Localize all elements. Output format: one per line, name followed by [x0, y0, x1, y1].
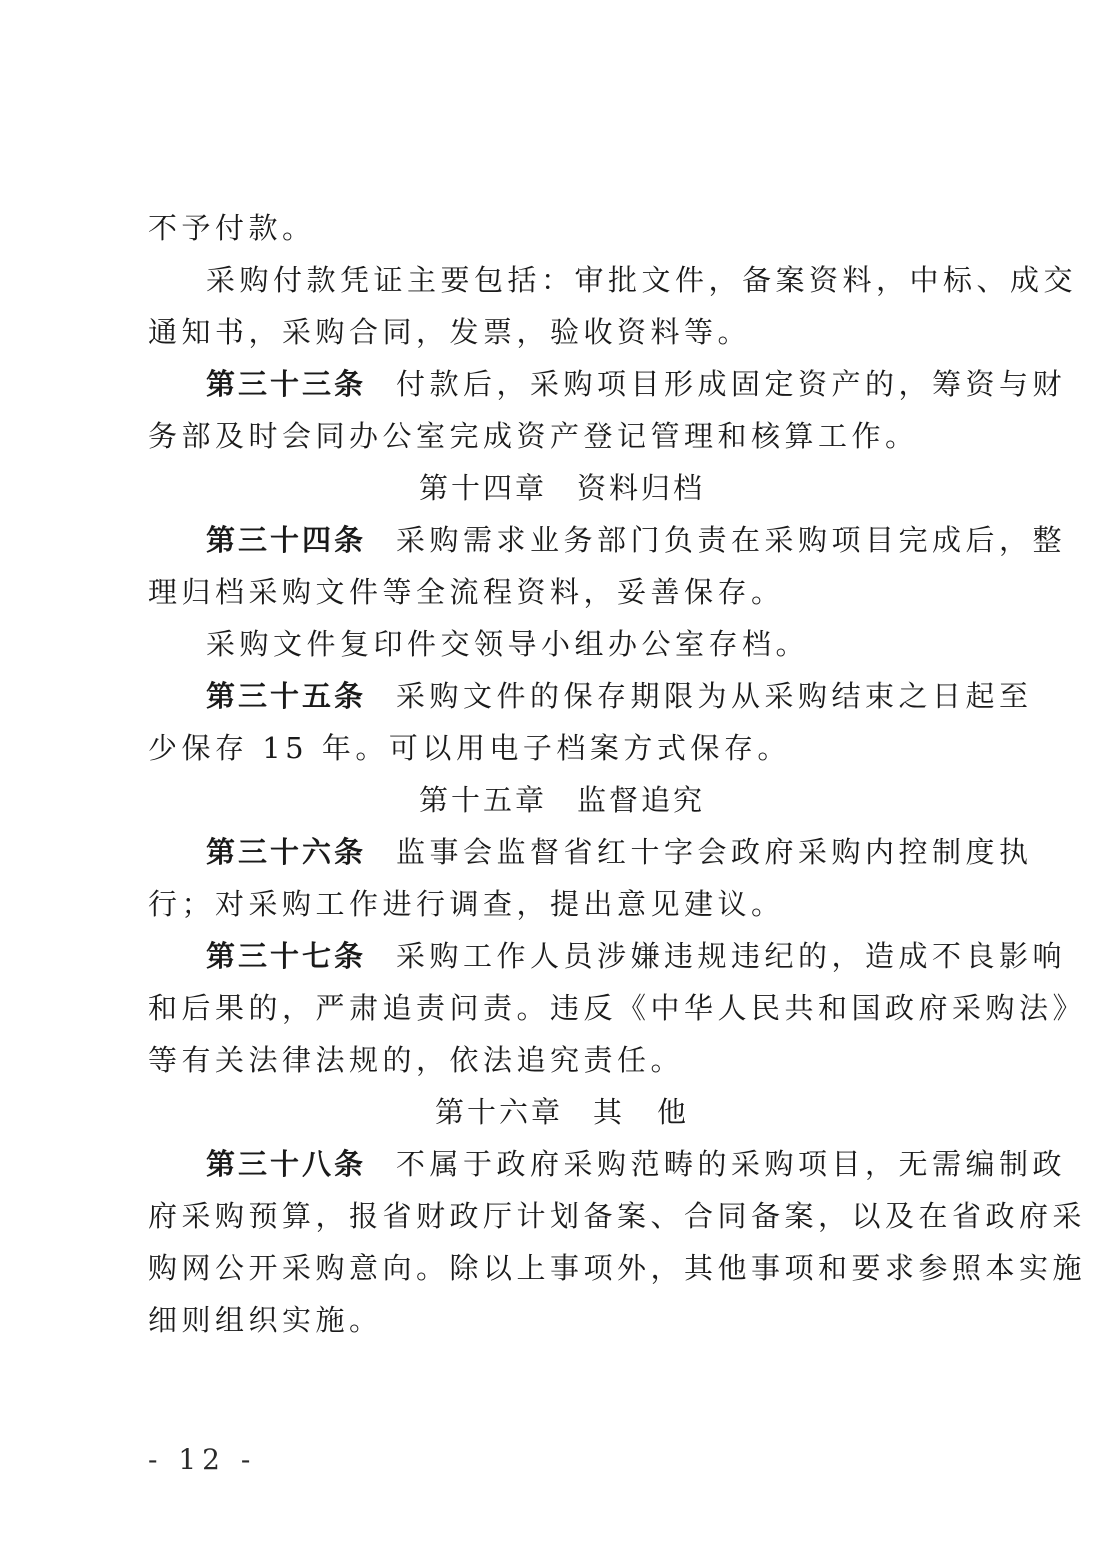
text-line: 行；对采购工作进行调查，提出意见建议。 — [148, 887, 785, 921]
text-line: 和后果的，严肃追责问责。违反《中华人民共和国政府采购法》 — [148, 991, 1087, 1025]
article-label: 第三十八条 — [206, 1147, 367, 1181]
text-line: 等有关法律法规的，依法追究责任。 — [148, 1043, 685, 1077]
chapter-heading — [148, 462, 964, 514]
chapter-number: 第十四章 — [418, 471, 547, 505]
article-38 — [148, 1138, 1067, 1190]
chapter-heading — [148, 1086, 964, 1138]
article-label: 第三十五条 — [206, 679, 367, 713]
text-line: 务部及时会同办公室完成资产登记管理和核算工作。 — [148, 419, 919, 453]
article-text: 采购工作人员涉嫌违规违纪的，造成不良影响 — [396, 939, 1067, 973]
page-number: - 12 - — [148, 1443, 257, 1476]
chapter-number: 第十五章 — [418, 783, 547, 817]
article-label: 第三十四条 — [206, 523, 367, 557]
article-35 — [148, 670, 1033, 722]
text-line: 购网公开采购意向。除以上事项外，其他事项和要求参照本实施 — [148, 1251, 1087, 1285]
article-text: 采购文件的保存期限为从采购结束之日起至 — [396, 679, 1033, 713]
article-label: 第三十三条 — [206, 367, 367, 401]
article-text: 不属于政府采购范畴的采购项目，无需编制政 — [396, 1147, 1067, 1181]
text-line: 通知书，采购合同，发票，验收资料等。 — [148, 315, 752, 349]
text-line: 采购付款凭证主要包括：审批文件，备案资料，中标、成交 — [206, 263, 1078, 297]
text-line: 府采购预算，报省财政厅计划备案、合同备案，以及在省政府采 — [148, 1199, 1087, 1233]
chapter-title: 其 他 — [593, 1095, 690, 1129]
article-text: 采购需求业务部门负责在采购项目完成后，整 — [396, 523, 1067, 557]
text-line: 细则组织实施。 — [148, 1303, 383, 1337]
article-label: 第三十七条 — [206, 939, 367, 973]
article-label: 第三十六条 — [206, 835, 367, 869]
article-36 — [148, 826, 1033, 878]
text-line: 少保存 15 年。可以用电子档案方式保存。 — [148, 731, 791, 765]
text-line: 不予付款。 — [148, 211, 316, 245]
chapter-number: 第十六章 — [434, 1095, 563, 1129]
text-line: 采购文件复印件交领导小组办公室存档。 — [206, 627, 810, 661]
article-37 — [148, 930, 1067, 982]
chapter-title: 监督追究 — [577, 783, 706, 817]
chapter-title: 资料归档 — [577, 471, 706, 505]
article-33 — [148, 358, 1067, 410]
article-34 — [148, 514, 1067, 566]
article-text: 监事会监督省红十字会政府采购内控制度执 — [396, 835, 1033, 869]
text-line: 理归档采购文件等全流程资料，妥善保存。 — [148, 575, 785, 609]
document-body — [148, 202, 1087, 1346]
chapter-heading — [148, 774, 964, 826]
article-text: 付款后，采购项目形成固定资产的，筹资与财 — [396, 367, 1067, 401]
